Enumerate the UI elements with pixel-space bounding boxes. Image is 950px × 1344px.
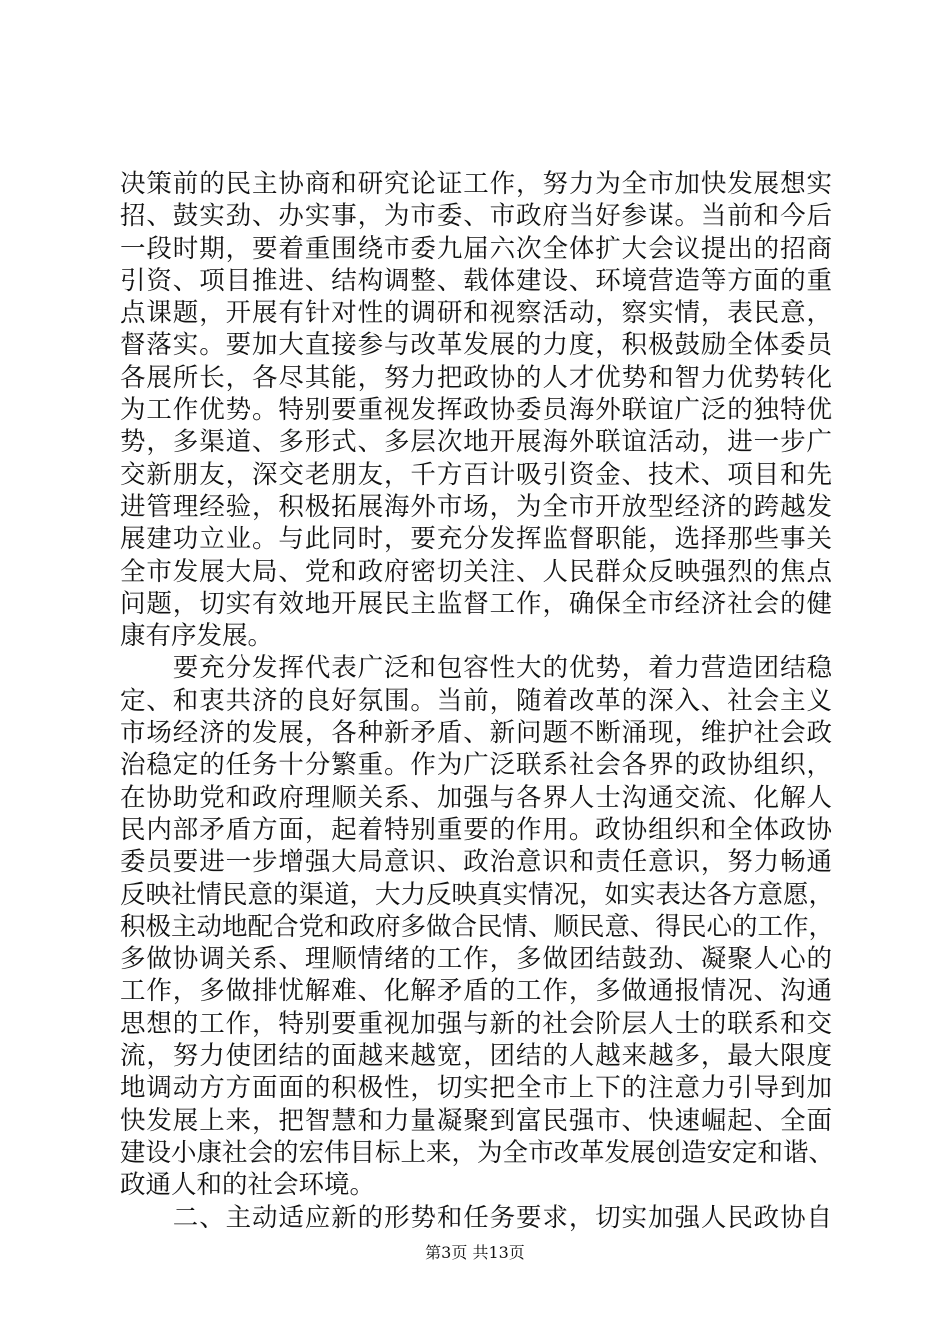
text-line: 积极主动地配合党和政府多做合民情、顺民意、得民心的工作， [120,911,835,942]
text-line: 引资、项目推进、结构调整、载体建设、环境营造等方面的重 [120,265,832,296]
text-line: 康有序发展。 [120,621,274,652]
text-line: 快发展上来，把智慧和力量凝聚到富民强市、快速崛起、全面 [120,1105,832,1136]
text-line: 在协助党和政府理顺关系、加强与各界人士沟通交流、化解人 [120,782,832,813]
text-line: 决策前的民主协商和研究论证工作，努力为全市加快发展想实 [120,169,832,199]
text-line: 政通人和的社会环境。 [120,1170,376,1201]
text-line: 督落实。要加大直接参与改革发展的力度，积极鼓励全体委员 [120,330,832,361]
page-footer: 第3页 共13页 [425,1243,525,1262]
text-line: 流，努力使团结的面越来越宽，团结的人越来越多，最大限度 [120,1041,832,1072]
text-line: 点课题，开展有针对性的调研和视察活动，察实情，表民意， [120,298,832,329]
text-line: 治稳定的任务十分繁重。作为广泛联系社会各界的政协组织， [120,750,832,781]
text-line: 各展所长，各尽其能，努力把政协的人才优势和智力优势转化 [120,362,832,393]
text-line: 势，多渠道、多形式、多层次地开展海外联谊活动，进一步广 [120,427,832,458]
text-line: 全市发展大局、党和政府密切关注、人民群众反映强烈的焦点 [120,556,832,587]
text-line: 建设小康社会的宏伟目标上来，为全市改革发展创造安定和谐、 [120,1137,835,1168]
text-line: 民内部矛盾方面，起着特别重要的作用。政协组织和全体政协 [120,814,832,845]
text-line: 多做协调关系、理顺情绪的工作，多做团结鼓劲、凝聚人心的 [120,944,832,975]
text-line: 为工作优势。特别要重视发挥政协委员海外联谊广泛的独特优 [120,395,832,426]
text-line: 地调动方方面面的积极性，切实把全市上下的注意力引导到加 [120,1073,832,1104]
text-line: 市场经济的发展，各种新矛盾、新问题不断涌现，维护社会政 [120,718,832,749]
text-line: 一段时期，要着重围绕市委九届六次全体扩大会议提出的招商 [120,233,832,264]
text-line: 进管理经验，积极拓展海外市场，为全市开放型经济的跨越发 [120,491,832,522]
text-line: 要充分发挥代表广泛和包容性大的优势，着力营造团结稳 [120,653,832,684]
text-line: 工作，多做排忧解难、化解矛盾的工作，多做通报情况、沟通 [120,976,832,1007]
text-line: 问题，切实有效地开展民主监督工作，确保全市经济社会的健 [120,588,832,619]
text-line: 思想的工作，特别要重视加强与新的社会阶层人士的联系和交 [120,1008,832,1039]
text-line: 委员要进一步增强大局意识、政治意识和责任意识，努力畅通 [120,847,832,878]
text-line: 定、和衷共济的良好氛围。当前，随着改革的深入、社会主义 [120,685,832,716]
text-line: 反映社情民意的渠道，大力反映真实情况，如实表达各方意愿， [120,879,835,910]
text-line: 招、鼓实劲、办实事，为市委、市政府当好参谋。当前和今后 [120,201,832,232]
body-text [120,168,835,1234]
text-line: 二、主动适应新的形势和任务要求，切实加强人民政协自 [120,1202,832,1233]
text-line: 交新朋友，深交老朋友，千方百计吸引资金、技术、项目和先 [120,459,832,490]
text-line: 展建功立业。与此同时，要充分发挥监督职能，选择那些事关 [120,524,832,555]
